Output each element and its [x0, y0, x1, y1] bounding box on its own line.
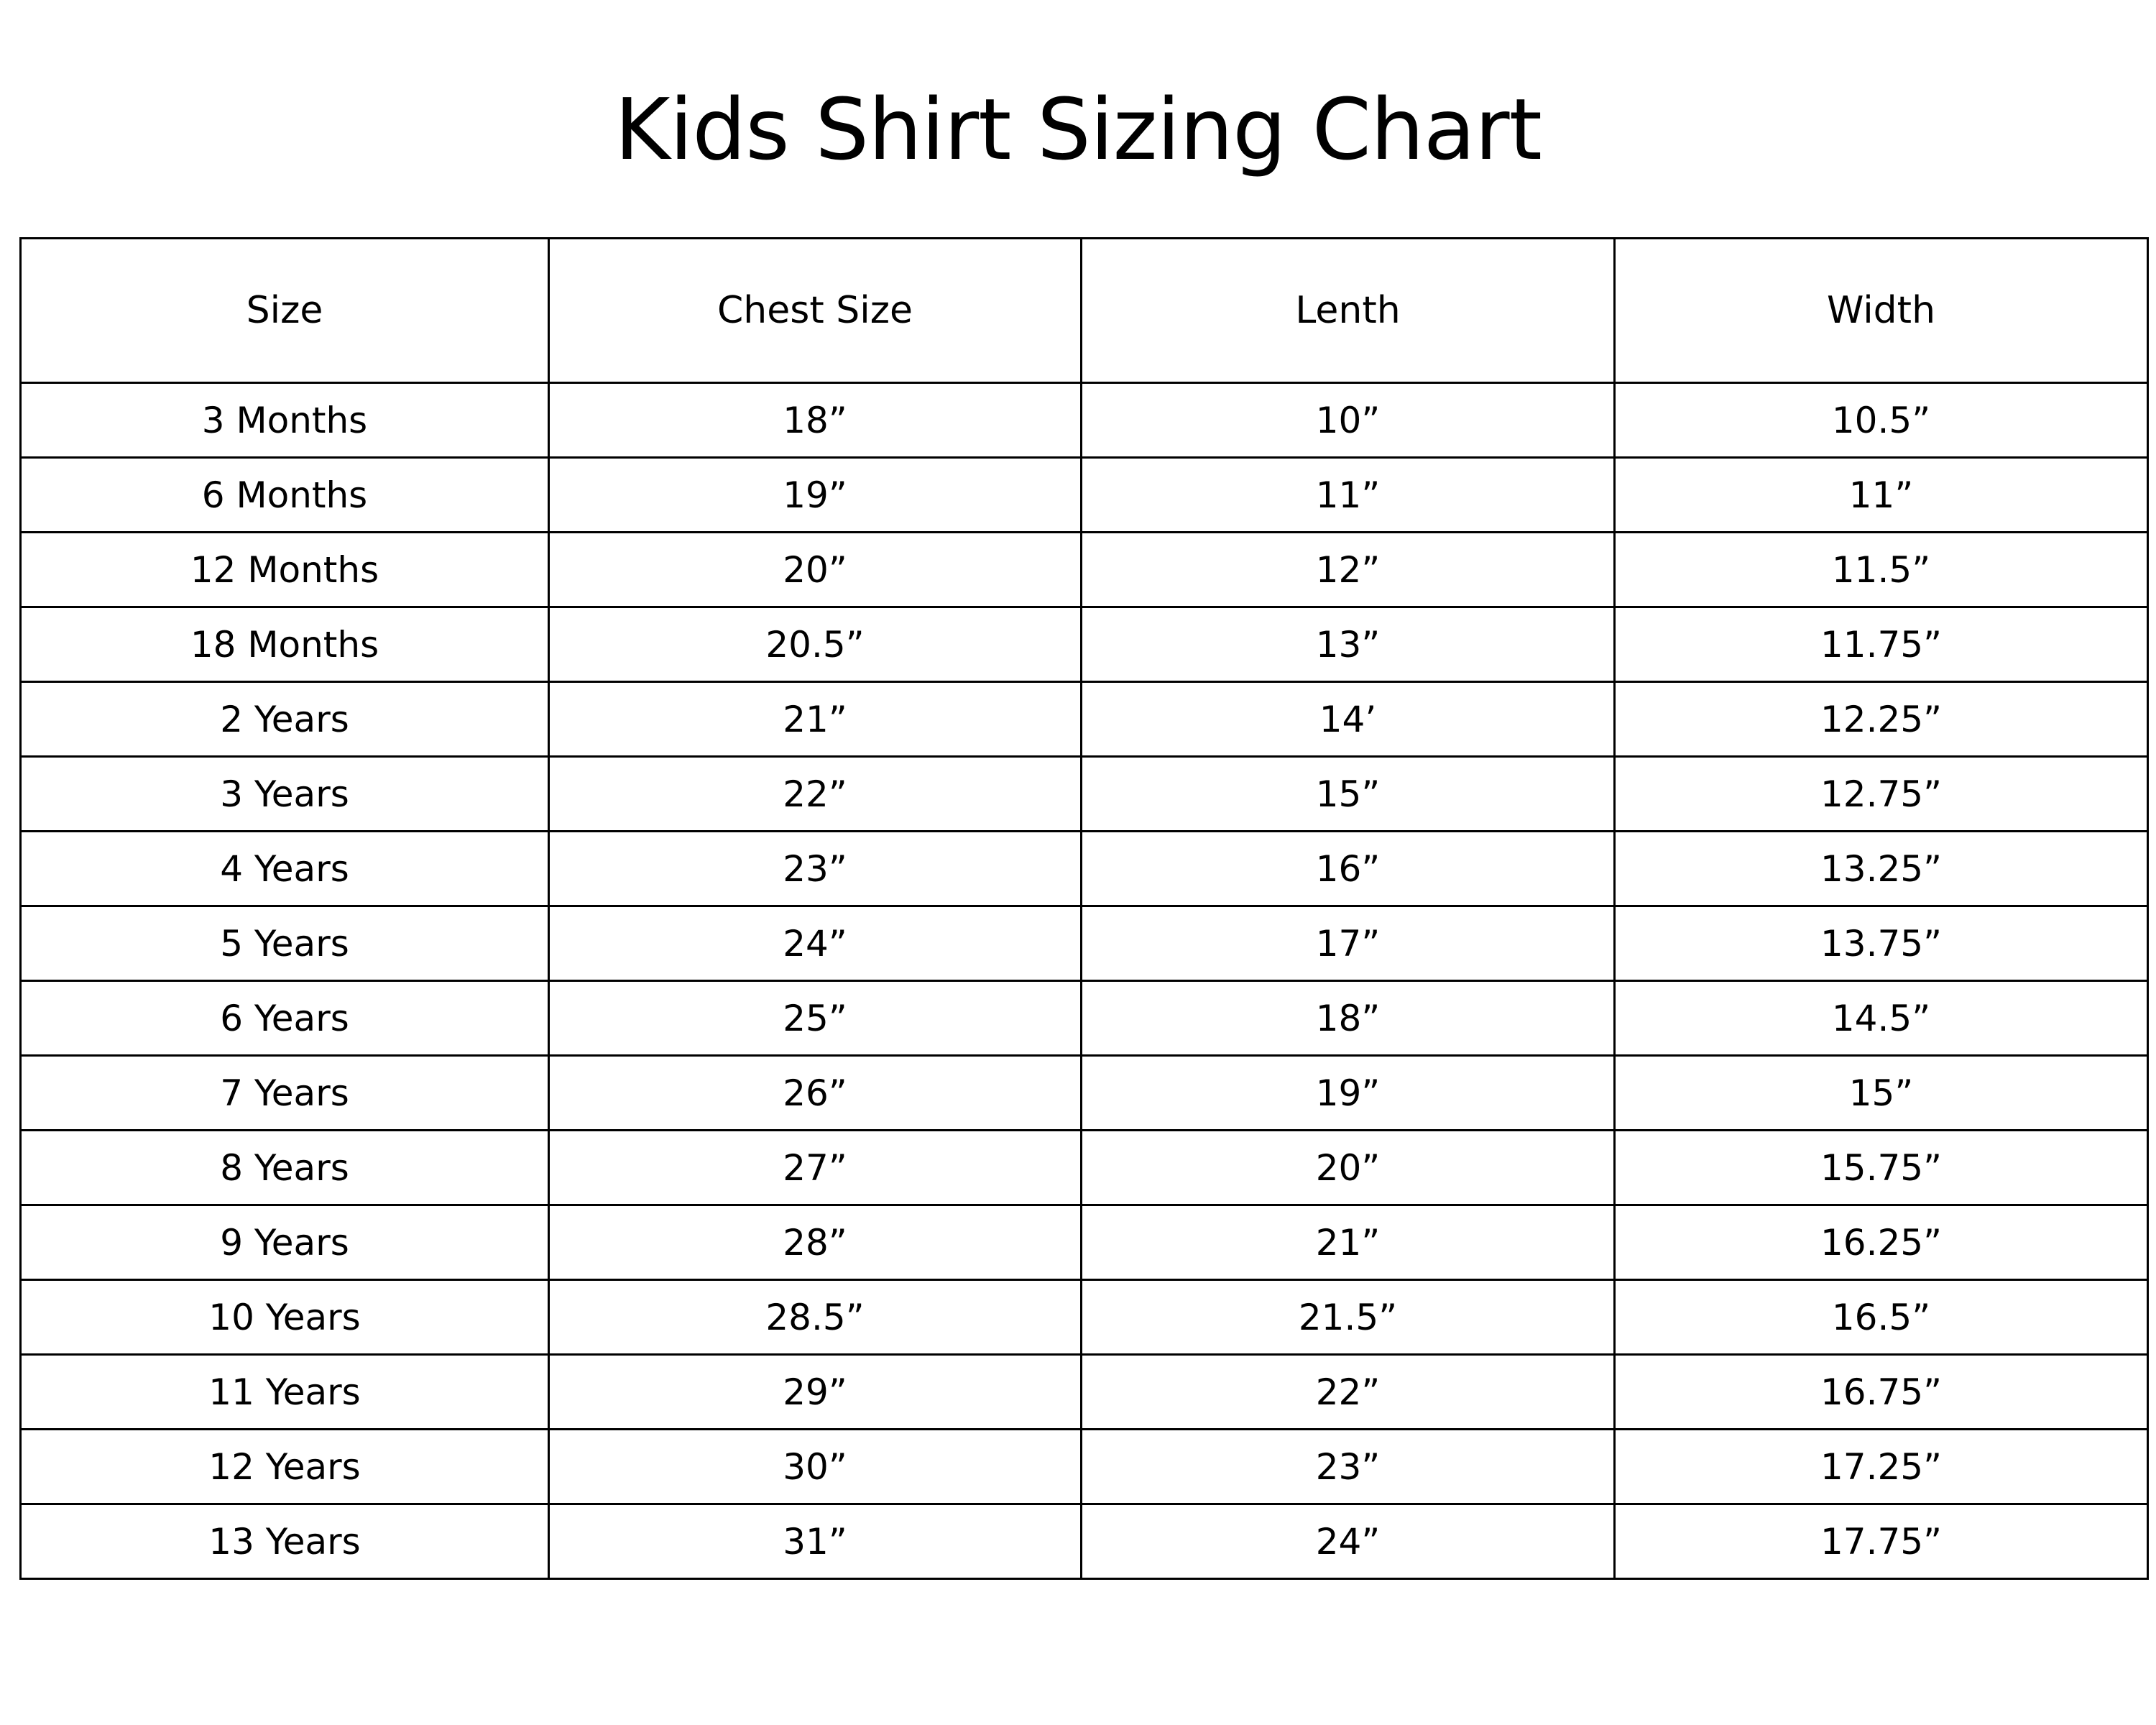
table-row [21, 458, 2148, 533]
cell-length: 19” [1082, 1056, 1615, 1131]
cell-length: 21” [1082, 1205, 1615, 1280]
cell-chest-size: 28.5” [549, 1280, 1082, 1355]
cell-size: 8 Years [21, 1131, 549, 1205]
cell-length: 21.5” [1082, 1280, 1615, 1355]
cell-width: 13.25” [1615, 832, 2148, 906]
cell-size: 6 Years [21, 981, 549, 1056]
header-width: Width [1615, 239, 2148, 383]
cell-length: 12” [1082, 533, 1615, 607]
cell-width: 17.75” [1615, 1504, 2148, 1579]
cell-length: 14’ [1082, 682, 1615, 757]
cell-length: 20” [1082, 1131, 1615, 1205]
cell-width: 16.75” [1615, 1355, 2148, 1430]
cell-chest-size: 19” [549, 458, 1082, 533]
table-row [21, 607, 2148, 682]
table-row [21, 906, 2148, 981]
cell-size: 3 Years [21, 757, 549, 832]
table-body [21, 383, 2148, 1579]
cell-width: 13.75” [1615, 906, 2148, 981]
cell-length: 17” [1082, 906, 1615, 981]
cell-length: 22” [1082, 1355, 1615, 1430]
cell-chest-size: 23” [549, 832, 1082, 906]
header-size: Size [21, 239, 549, 383]
cell-size: 5 Years [21, 906, 549, 981]
table-row [21, 1430, 2148, 1504]
table-row [21, 533, 2148, 607]
cell-length: 18” [1082, 981, 1615, 1056]
cell-chest-size: 24” [549, 906, 1082, 981]
cell-chest-size: 30” [549, 1430, 1082, 1504]
cell-width: 12.25” [1615, 682, 2148, 757]
cell-chest-size: 26” [549, 1056, 1082, 1131]
cell-chest-size: 20” [549, 533, 1082, 607]
cell-size: 12 Months [21, 533, 549, 607]
cell-length: 16” [1082, 832, 1615, 906]
cell-width: 15.75” [1615, 1131, 2148, 1205]
table-row [21, 1355, 2148, 1430]
cell-size: 10 Years [21, 1280, 549, 1355]
cell-length: 23” [1082, 1430, 1615, 1504]
cell-size: 11 Years [21, 1355, 549, 1430]
table-row [21, 1131, 2148, 1205]
cell-width: 16.5” [1615, 1280, 2148, 1355]
cell-chest-size: 18” [549, 383, 1082, 458]
cell-length: 11” [1082, 458, 1615, 533]
table-row [21, 832, 2148, 906]
cell-chest-size: 21” [549, 682, 1082, 757]
table-row [21, 981, 2148, 1056]
page-title: Kids Shirt Sizing Chart [614, 80, 1542, 179]
table-row [21, 1205, 2148, 1280]
cell-width: 10.5” [1615, 383, 2148, 458]
cell-chest-size: 25” [549, 981, 1082, 1056]
cell-size: 18 Months [21, 607, 549, 682]
cell-width: 15” [1615, 1056, 2148, 1131]
cell-size: 2 Years [21, 682, 549, 757]
cell-width: 12.75” [1615, 757, 2148, 832]
cell-length: 10” [1082, 383, 1615, 458]
cell-size: 6 Months [21, 458, 549, 533]
cell-chest-size: 20.5” [549, 607, 1082, 682]
header-length: Lenth [1082, 239, 1615, 383]
cell-width: 14.5” [1615, 981, 2148, 1056]
cell-size: 4 Years [21, 832, 549, 906]
header-row [21, 239, 2148, 383]
cell-length: 13” [1082, 607, 1615, 682]
cell-size: 13 Years [21, 1504, 549, 1579]
cell-size: 7 Years [21, 1056, 549, 1131]
table-header [21, 239, 2148, 383]
cell-length: 24” [1082, 1504, 1615, 1579]
cell-width: 11.75” [1615, 607, 2148, 682]
table-row [21, 1280, 2148, 1355]
cell-chest-size: 27” [549, 1131, 1082, 1205]
cell-width: 11” [1615, 458, 2148, 533]
cell-size: 3 Months [21, 383, 549, 458]
cell-width: 11.5” [1615, 533, 2148, 607]
cell-chest-size: 28” [549, 1205, 1082, 1280]
table-row [21, 1504, 2148, 1579]
sizing-table [19, 237, 2149, 1580]
cell-chest-size: 22” [549, 757, 1082, 832]
cell-chest-size: 29” [549, 1355, 1082, 1430]
cell-length: 15” [1082, 757, 1615, 832]
table-row [21, 1056, 2148, 1131]
cell-size: 9 Years [21, 1205, 549, 1280]
header-chest-size: Chest Size [549, 239, 1082, 383]
table-row [21, 757, 2148, 832]
table-row [21, 682, 2148, 757]
cell-width: 17.25” [1615, 1430, 2148, 1504]
table-row [21, 383, 2148, 458]
cell-size: 12 Years [21, 1430, 549, 1504]
cell-width: 16.25” [1615, 1205, 2148, 1280]
cell-chest-size: 31” [549, 1504, 1082, 1579]
